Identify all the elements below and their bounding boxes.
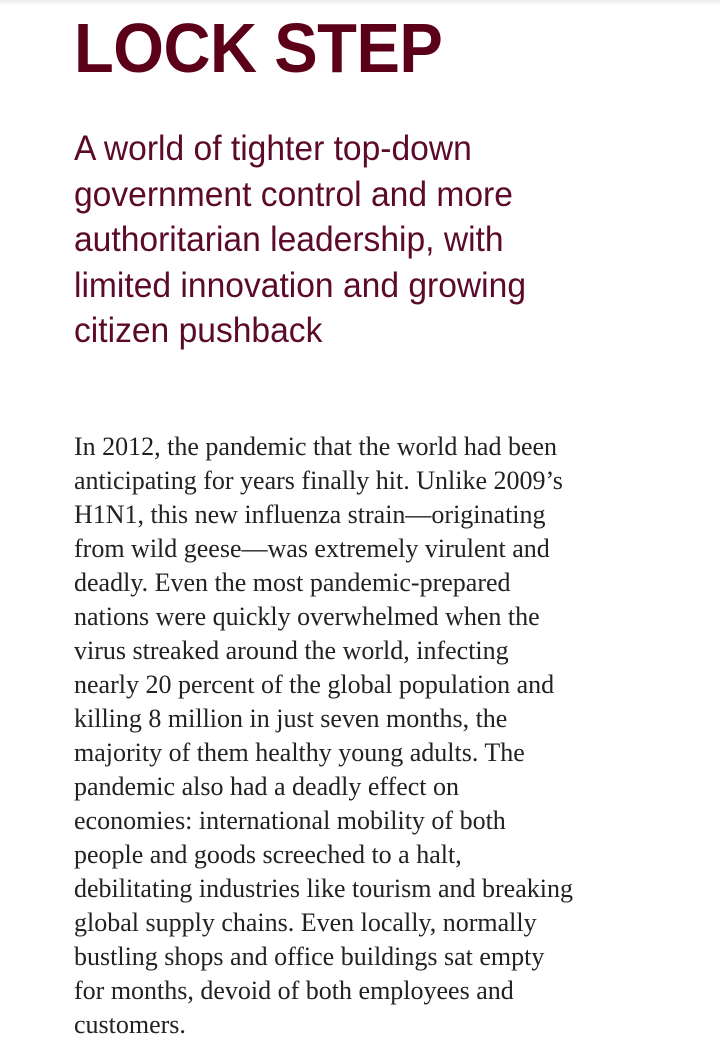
subtitle-line: government control and more <box>74 174 513 214</box>
top-shadow <box>0 0 720 6</box>
body-line: economies: international mobility of both <box>74 806 506 835</box>
subtitle-line: limited innovation and growing <box>74 265 527 305</box>
body-line: global supply chains. Even locally, normally <box>74 908 537 937</box>
body-line: from wild geese—was extremely virulent and <box>74 534 550 563</box>
body-line: deadly. Even the most pandemic-prepared <box>74 568 511 597</box>
body-line: virus streaked around the world, infecting <box>74 636 509 665</box>
subtitle-line: citizen pushback <box>74 311 323 350</box>
subtitle-line: A world of tighter top-down <box>74 129 472 168</box>
body-line: H1N1, this new influenza strain—originating <box>74 500 546 529</box>
body-line: people and goods screeched to a halt, <box>74 840 462 869</box>
body-line: majority of them healthy young adults. The <box>74 738 525 767</box>
body-line: for months, devoid of both employees and <box>74 976 514 1005</box>
subtitle <box>74 126 545 354</box>
subtitle-line: authoritarian leadership, with <box>74 220 504 259</box>
body-paragraph <box>74 430 573 1042</box>
body-line: debilitating industries like tourism and breaking <box>74 874 573 903</box>
body-line: nearly 20 percent of the global population and <box>74 670 555 699</box>
body-line: bustling shops and office buildings sat empty <box>74 942 545 971</box>
body-line: customers. <box>74 1010 186 1039</box>
body-line: In 2012, the pandemic that the world had been <box>74 432 558 461</box>
body-line: anticipating for years finally hit. Unlike 2009’s <box>74 466 563 495</box>
body-line: killing 8 million in just seven months, the <box>74 704 508 733</box>
body-line: nations were quickly overwhelmed when the <box>74 602 540 631</box>
page-title: LOCK STEP <box>74 9 443 87</box>
body-line: pandemic also had a deadly effect on <box>74 772 460 801</box>
